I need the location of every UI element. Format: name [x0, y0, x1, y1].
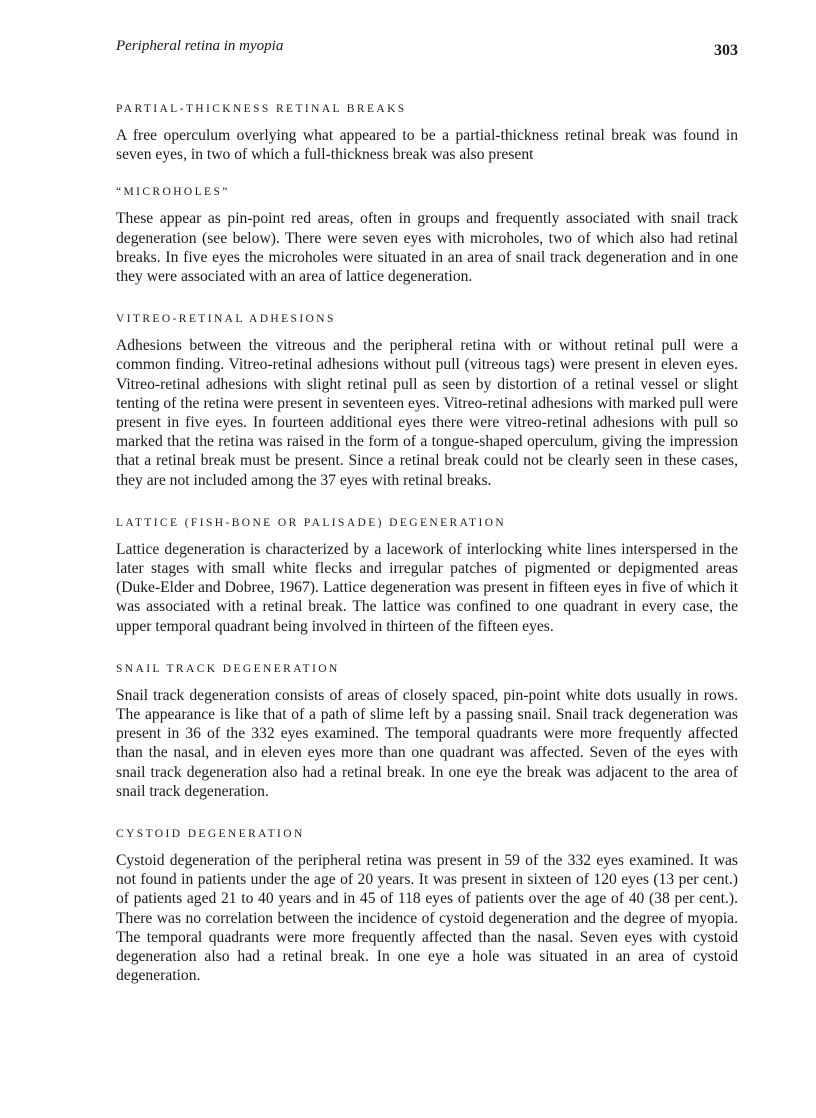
section-heading: PARTIAL-THICKNESS RETINAL BREAKS	[116, 103, 407, 115]
journal-page	[116, 38, 738, 986]
section-paragraph: A free operculum overlying what appeared to be a partial-thickness retinal break was found in seven eyes, in two of which a full-thickness break was also present	[116, 127, 738, 164]
section-paragraph: Snail track degeneration consists of areas of closely spaced, pin-point white dots usually in rows. The appearance is like that of a path of slime left by a passing snail. Snail track degeneration was present in 36 of the 332 eyes examined. The temporal quadrants were more frequently affected than the nasal, and in eleven eyes more than one quadrant was affected. Seven of the eyes with snail track degeneration also had a retinal break. In one eye the break was adjacent to the area of snail track degeneration.	[116, 686, 738, 800]
section-vitreo-retinal-adhesions	[116, 311, 738, 490]
section-paragraph: Adhesions between the vitreous and the peripheral retina with or without retinal pull were a common finding. Vitreo-retinal adhesions without pull (vitreous tags) were present in eleven eyes. Vitreo-retinal adhesions with slight retinal pull as seen by distortion of a retinal vessel or slight tenting of the retina were present in seventeen eyes. Vitreo-retinal adhesions with marked pull were present in five eyes. In fourteen additional eyes there were vitreo-retinal adhesions with pull so marked that the retina was raised in the form of a tongue-shaped operculum, giving the impression that a retinal break must be present. Since a retinal break could not be clearly seen in these cases, they are not included among the 37 eyes with retinal breaks.	[116, 337, 738, 489]
section-heading: VITREO-RETINAL ADHESIONS	[116, 313, 336, 326]
section-partial-thickness-breaks	[116, 101, 738, 164]
section-paragraph: Lattice degeneration is characterized by a lacework of interlocking white lines interspersed in the later stages with small white flecks and irregular patches of pigmented or depigmented areas (Duke-Elder and Dobree, 1967). Lattice degeneration was present in fifteen eyes in five of which it was associated with a retinal break. The lattice was confined to one quadrant in every case, the upper temporal quadrant being involved in thirteen of the fifteen eyes.	[116, 540, 738, 635]
running-head	[116, 38, 738, 64]
section-heading: LATTICE (FISH-BONE OR PALISADE) DEGENERATION	[116, 516, 507, 529]
section-heading: SNAIL TRACK DEGENERATION	[116, 662, 340, 675]
section-paragraph: These appear as pin-point red areas, often in groups and frequently associated with snail track degeneration (see below). There were seven eyes with microholes, two of which also had retinal breaks. In five eyes the microholes were situated in an area of snail track degeneration and in one they were associated with an area of lattice degeneration.	[116, 210, 738, 286]
running-title: Peripheral retina in myopia	[116, 38, 284, 54]
section-microholes	[116, 184, 738, 286]
section-heading: CYSTOID DEGENERATION	[116, 828, 305, 841]
section-cystoid-degeneration	[116, 826, 738, 985]
page-number: 303	[714, 42, 738, 59]
section-heading: “MICROHOLES”	[116, 186, 230, 199]
section-lattice-degeneration	[116, 515, 738, 636]
section-snail-track-degeneration	[116, 661, 738, 801]
section-paragraph: Cystoid degeneration of the peripheral retina was present in 59 of the 332 eyes examined. It was not found in patients under the age of 20 years. It was present in sixteen of 120 eyes (13 per cent.) of patients aged 21 to 40 years and in 45 of 118 eyes of patients over the age of 40 (38 per cent.). There was no correlation between the incidence of cystoid degeneration and the degree of myopia. The temporal quadrants were more frequently affected than the nasal. Seven eyes with cystoid degeneration also had a retinal break. In one eye a hole was situated in an area of cystoid degeneration.	[116, 852, 738, 985]
